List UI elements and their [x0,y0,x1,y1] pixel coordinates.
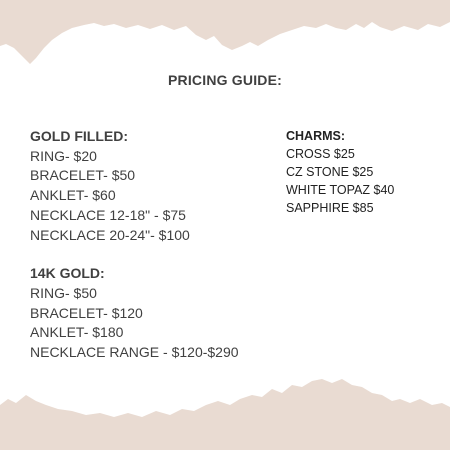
gold-14k-ring-price: RING- $50 [30,284,97,301]
gold-14k-bracelet-price: BRACELET- $120 [30,304,143,321]
charms-heading: CHARMS: [286,129,346,143]
torn-paper-top-decoration [0,0,450,70]
gold-filled-necklace-short-price: NECKLACE 12-18" - $75 [30,206,186,223]
page-title: PRICING GUIDE: [167,72,283,88]
gold-filled-section [30,127,280,245]
gold-14k-anklet-price: ANKLET- $180 [30,324,124,341]
charm-cz-stone-price: CZ STONE $25 [286,165,374,179]
gold-filled-necklace-long-price: NECKLACE 20-24"- $100 [30,226,190,243]
gold-filled-ring-price: RING- $20 [30,147,97,164]
torn-paper-bottom-decoration [0,375,450,450]
gold-filled-heading: GOLD FILLED: [30,128,128,144]
charms-column [286,127,436,217]
gold-14k-heading: 14K GOLD: [30,265,105,282]
gold-14k-necklace-range-price: NECKLACE RANGE - $120-$290 [30,344,239,361]
charm-white-topaz-price: WHITE TOPAZ $40 [286,183,395,197]
metal-pricing-column [30,127,280,363]
charm-cross-price: CROSS $25 [286,147,355,161]
charm-sapphire-price: SAPPHIRE $85 [286,201,374,215]
gold-14k-section [30,264,280,363]
gold-filled-bracelet-price: BRACELET- $50 [30,167,136,184]
gold-filled-anklet-price: ANKLET- $60 [30,187,116,204]
